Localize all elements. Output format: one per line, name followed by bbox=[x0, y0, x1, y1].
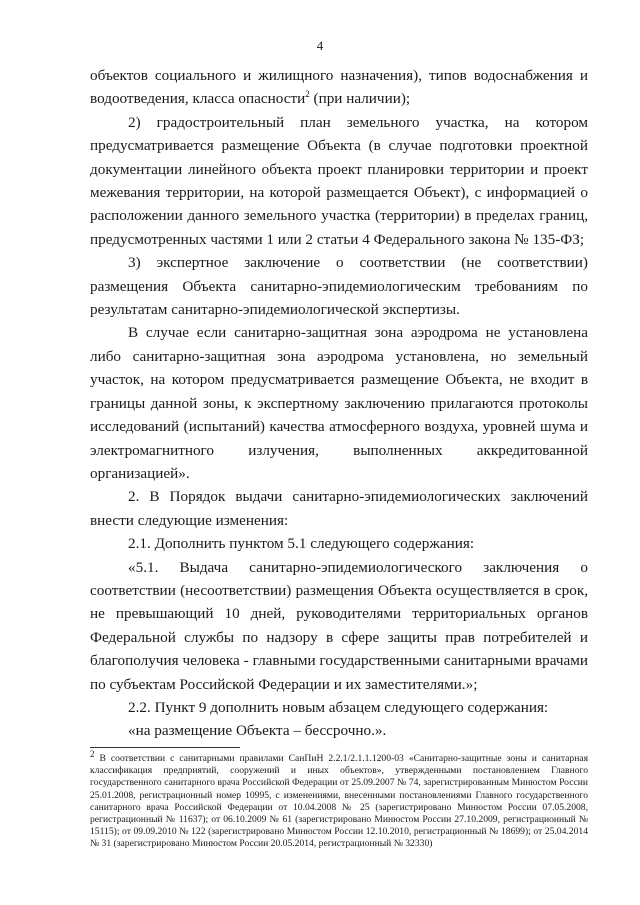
paragraph-2-1: 2.1. Дополнить пунктом 5.1 следующего содержания: bbox=[128, 535, 475, 553]
footnote bbox=[90, 748, 588, 851]
footnote-divider bbox=[90, 747, 240, 748]
paragraph-item-3: 3) экспертное заключение о соответствии (не соответствии) размещения Объекта санитарно-эпидемиологическим требованиям по результатам санитарно-эпидемиологической экспертизы. bbox=[90, 254, 588, 319]
paragraph-continuation bbox=[90, 64, 588, 111]
paragraph-5-1: «5.1. Выдача санитарно-эпидемиологического заключения о соответствии (несоответствии) размещения Объекта осуществляется в срок, не превышающий 10 дней, руководителями территориальных органов Федеральной службы по надзору в сфере защиты прав потребителей и благополучия человека - главными государственными санитарными врачами по субъектам Российской Федерации и их заместителями.»; bbox=[90, 558, 588, 693]
paragraph-section-2: 2. В Порядок выдачи санитарно-эпидемиологических заключений внести следующие изменения: bbox=[90, 488, 588, 529]
paragraph-item-2: 2) градостроительный план земельного участка, на котором предусматривается размещение Объекта (в случае подготовки проектной документации линейного объекта проект планировки территории и проект межевания территории, на которой размещается Объект), с информацией о расположении данного земельного участка (территории) в пределах границ, предусмотренных частями 1 или 2 статьи 4 Федерального закона № 135-ФЗ; bbox=[90, 113, 588, 248]
paragraph-airport-zone: В случае если санитарно-защитная зона аэродрома не установлена либо санитарно-защитная зона аэродрома установлена, но земельный участок, на котором предусматривается размещение Объекта, не входит в границы данной зоны, к экспертному заключению прилагаются протоколы исследований (испытаний) качества атмосферного воздуха, уровней шума и электромагнитного излучения, выполненных аккредитованной организацией». bbox=[90, 324, 588, 482]
footnote-text: В соответствии с санитарными правилами СанПиН 2.2.1/2.1.1.1200-03 «Санитарно-защитные зоны и санитарная классификация предприятий, сооружений и иных объектов», утвержденными постановлением Главного государственного санитарного врача Российской Федерации от 25.09.2007 № 74, зарегистрированным Минюстом России 25.01.2008, регистрационный номер 10995, с изменениями, внесенными постановлениями Главного государственного санитарного врача Российской Федерации от 10.04.2008 № 25 (зарегистрировано Минюстом России 07.05.2008, регистрационный № 11637); от 06.10.2009 № 61 (зарегистрировано Минюстом России 27.10.2009, регистрационный № 15115); от 09.09.2010 № 122 (зарегистрировано Минюстом России 12.10.2010, регистрационный № 18699); от 25.04.2014 № 31 (зарегистрировано Минюстом России 20.05.2014, регистрационный № 32330) bbox=[90, 753, 588, 850]
paragraph-quote: «на размещение Объекта – бессрочно.». bbox=[128, 722, 387, 740]
paragraph-text: объектов социального и жилищного назначения), типов водоснабжения и водоотведения, класса опасности bbox=[90, 67, 588, 108]
page-number: 4 bbox=[316, 38, 324, 53]
footnote-reference[interactable]: 2 bbox=[305, 89, 310, 100]
paragraph-text-tail: (при наличии); bbox=[309, 90, 411, 108]
paragraph-2-2: 2.2. Пункт 9 дополнить новым абзацем следующего содержания: bbox=[128, 698, 549, 716]
document-body bbox=[90, 64, 588, 743]
footnote-marker: 2 bbox=[90, 748, 95, 759]
